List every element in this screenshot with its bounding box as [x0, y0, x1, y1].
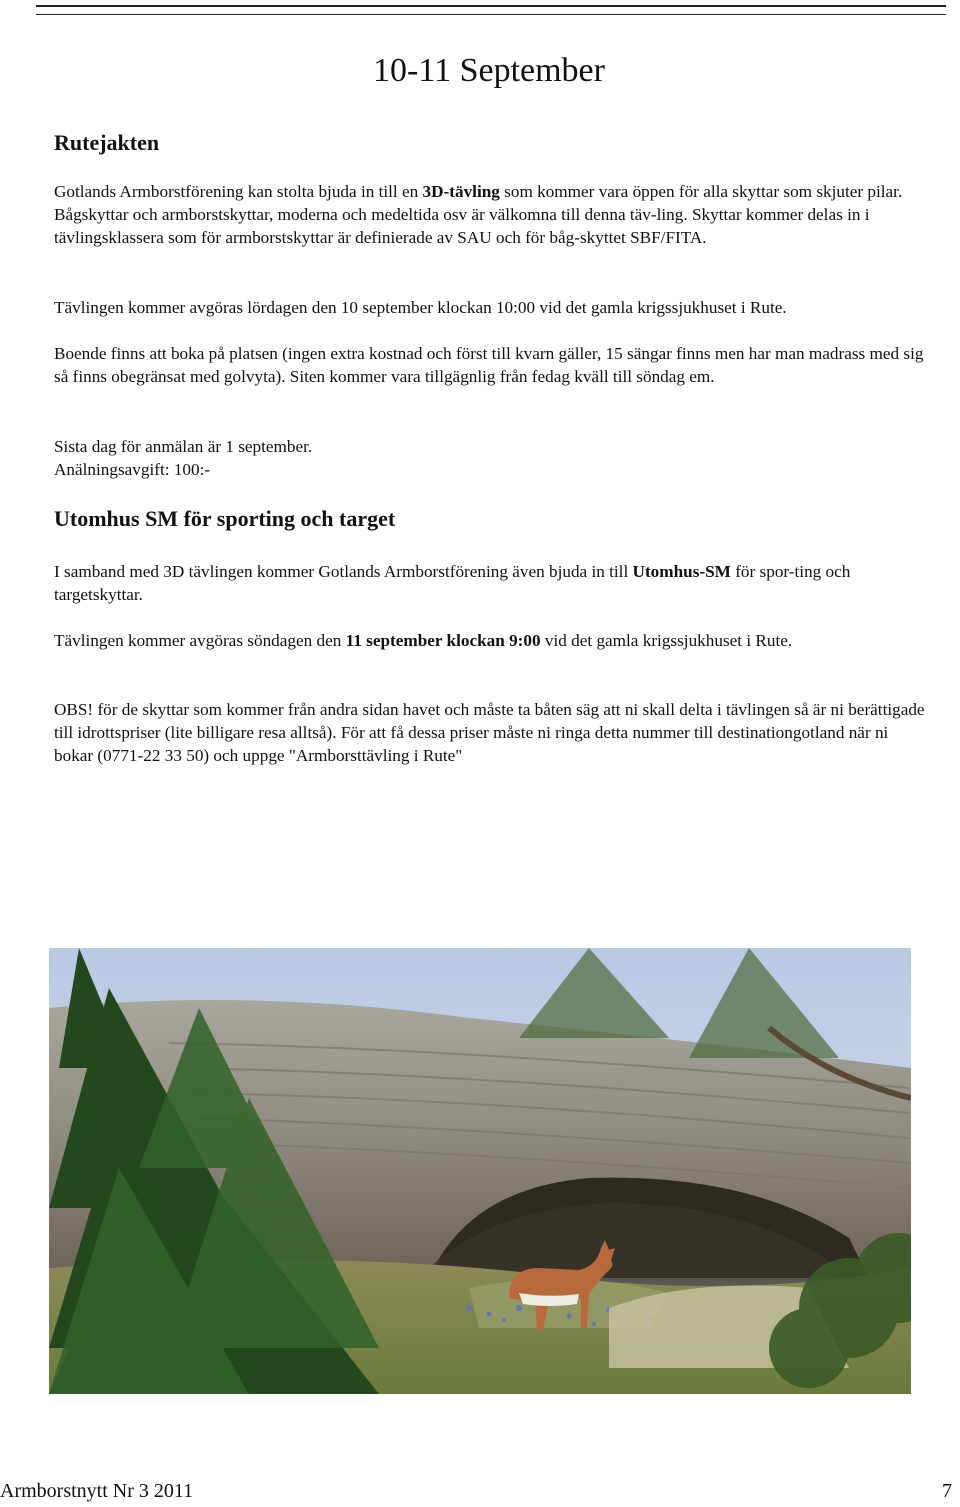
- section-heading-rutejakten: Rutejakten: [54, 130, 160, 155]
- bold-3d-tavling: 3D-tävling: [422, 182, 500, 201]
- section-heading-utomhus-sm: Utomhus SM för sporting och target: [54, 506, 396, 531]
- publication-footer: Armborstnytt Nr 3 2011: [0, 1480, 194, 1502]
- page-number: 7: [942, 1480, 952, 1502]
- sunday-paragraph: Tävlingen kommer avgöras söndagen den 11 september klockan 9:00 vid det gamla krigssjukhuset i Rute.: [54, 631, 793, 650]
- top-rule: [36, 5, 946, 7]
- ferry-note-paragraph: OBS! för de skyttar som kommer från andra sidan havet och måste ta båten säg att ni skall delta i tävlingen så är ni berättigade till idrottspriser (lite billigare resa alltså). För att få dessa priser måste ni ringa detta nummer till destinationgotland när ni bokar (0771-22 33 50) och uppge "Armborsttävling i Rute": [54, 700, 925, 765]
- cave-photo: [49, 948, 911, 1394]
- registration-fee: Anälningsavgift: 100:-: [54, 460, 211, 479]
- top-rule-thin: [36, 14, 946, 15]
- bold-date-time: 11 september klockan 9:00: [345, 631, 541, 650]
- saturday-paragraph: Tävlingen kommer avgöras lördagen den 10 september klockan 10:00 vid det gamla krigssjukhuset i Rute.: [54, 298, 787, 317]
- sm-intro-paragraph: I samband med 3D tävlingen kommer Gotlands Armborstförening även bjuda in till Utomhus-SM för spor-ting och targetskyttar.: [54, 562, 851, 604]
- date-title: 10-11 September: [373, 52, 605, 89]
- accommodation-paragraph: Boende finns att boka på platsen (ingen extra kostnad och först till kvarn gäller, 15 sängar finns men har man madrass med sig så finns obegränsat med golvyta). Siten kommer vara tillgägnlig från fedag kväll till söndag em.: [54, 344, 924, 386]
- intro-paragraph: Gotlands Armborstförening kan stolta bjuda in till en 3D-tävling som kommer vara öppen för alla skyttar som skjuter pilar. Bågskyttar och armborstskyttar, moderna och medeltida osv är välkomna till denna täv-ling. Skyttar kommer delas in i tävlingsklassera som för armborstskyttar är definierade av SAU och för båg-skyttet SBF/FITA.: [54, 182, 903, 247]
- bold-utomhus-sm: Utomhus-SM: [632, 562, 731, 581]
- registration-deadline: Sista dag för anmälan är 1 september.: [54, 437, 313, 456]
